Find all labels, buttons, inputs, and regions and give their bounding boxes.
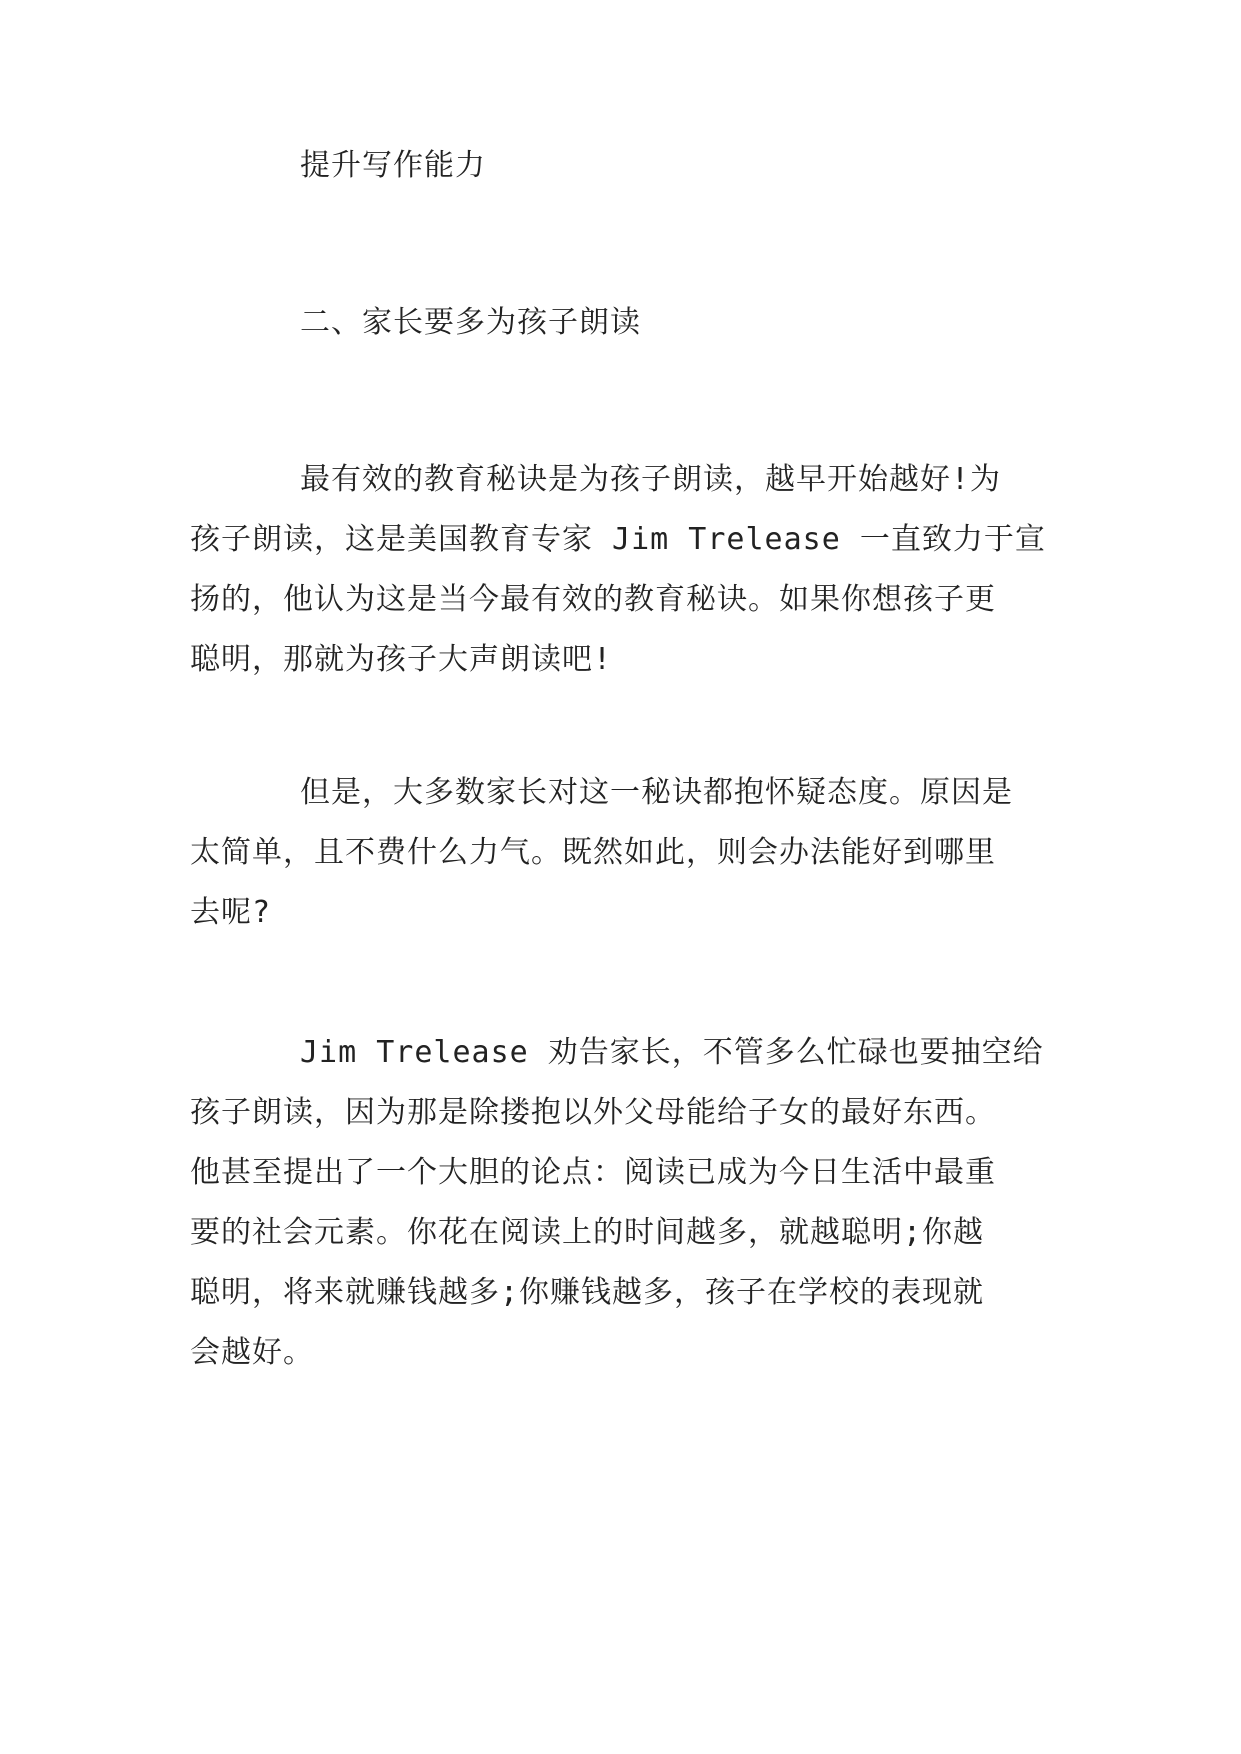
section-heading-writing: 提升写作能力 [300, 148, 486, 183]
paragraph-line: Jim Trelease 劝告家长，不管多么忙碌也要抽空给 [300, 1035, 1044, 1070]
paragraph-3 [190, 1035, 1070, 1395]
paragraph-line: 但是，大多数家长对这一秘诀都抱怀疑态度。原因是 [300, 775, 1013, 810]
paragraph-line: 扬的，他认为这是当今最有效的教育秘诀。如果你想孩子更 [190, 582, 996, 617]
paragraph-line: 他甚至提出了一个大胆的论点：阅读已成为今日生活中最重 [190, 1155, 996, 1190]
paragraph-line: 最有效的教育秘诀是为孩子朗读，越早开始越好!为 [300, 462, 1002, 497]
paragraph-line: 聪明，那就为孩子大声朗读吧! [190, 642, 613, 677]
paragraph-2 [190, 775, 1070, 955]
paragraph-line: 会越好。 [190, 1335, 314, 1370]
paragraph-line: 聪明，将来就赚钱越多;你赚钱越多，孩子在学校的表现就 [190, 1275, 985, 1310]
paragraph-line: 孩子朗读，因为那是除搂抱以外父母能给子女的最好东西。 [190, 1095, 996, 1130]
paragraph-line: 要的社会元素。你花在阅读上的时间越多，就越聪明;你越 [190, 1215, 985, 1250]
paragraph-line: 去呢? [190, 895, 272, 930]
section-heading-reading-aloud: 二、家长要多为孩子朗读 [300, 305, 641, 340]
paragraph-line: 孩子朗读，这是美国教育专家 Jim Trelease 一直致力于宣 [190, 522, 1046, 557]
paragraph-1 [190, 462, 1070, 702]
paragraph-line: 太简单，且不费什么力气。既然如此，则会办法能好到哪里 [190, 835, 996, 870]
